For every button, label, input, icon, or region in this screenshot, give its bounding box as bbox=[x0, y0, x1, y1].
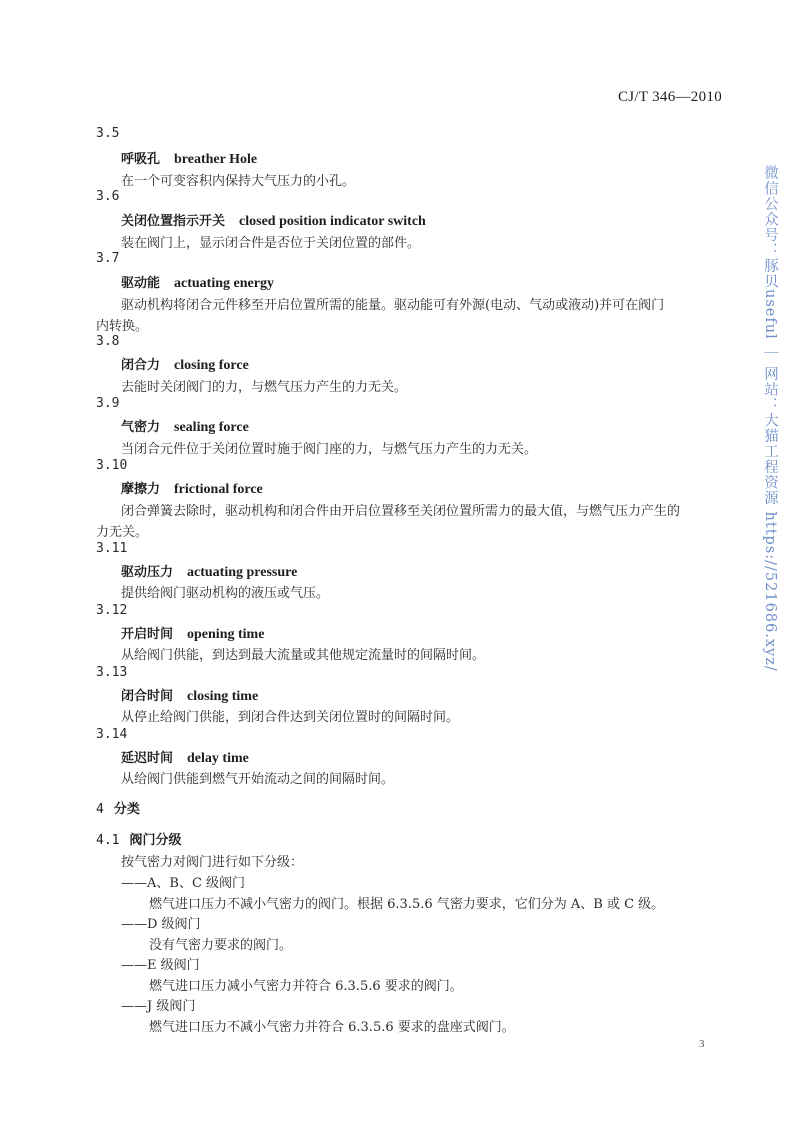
term-number: 3.12 bbox=[96, 603, 128, 618]
term-definition: 从给阀门供能到燃气开始流动之间的间隔时间。 bbox=[121, 772, 395, 787]
term-number: 3.6 bbox=[96, 189, 120, 204]
term-definition: 从给阀门供能，到达到最大流量或其他规定流量时的间隔时间。 bbox=[121, 648, 486, 663]
term-en: actuating energy bbox=[174, 276, 274, 291]
term-number: 3.13 bbox=[96, 665, 128, 680]
term-number: 3.9 bbox=[96, 396, 120, 411]
section-heading bbox=[96, 798, 140, 817]
term-definition: 提供给阀门驱动机构的液压或气压。 bbox=[121, 586, 330, 601]
term-en: closed position indicator switch bbox=[239, 214, 426, 229]
term-en: delay time bbox=[187, 751, 249, 766]
term-heading bbox=[121, 623, 264, 643]
term-en: opening time bbox=[187, 627, 265, 642]
term-zh: 驱动能 bbox=[121, 276, 161, 291]
term-definition-continued: 内转换。 bbox=[96, 319, 149, 334]
term-zh: 关闭位置指示开关 bbox=[121, 214, 226, 229]
subsection-title: 阀门分级 bbox=[129, 833, 182, 848]
term-zh: 呼吸孔 bbox=[121, 152, 161, 167]
term-en: closing force bbox=[174, 358, 249, 373]
term-definition: 驱动机构将闭合元件移至开启位置所需的能量。驱动能可有外源(电动、气动或液动)并可在阀门 bbox=[121, 298, 665, 313]
class-item-label: ——E 级阀门 bbox=[121, 958, 200, 973]
term-heading bbox=[121, 747, 249, 767]
term-heading bbox=[121, 210, 426, 230]
term-definition: 闭合弹簧去除时，驱动机构和闭合件由开启位置移至关闭位置所需力的最大值，与燃气压力产生的 bbox=[121, 504, 681, 519]
term-heading bbox=[121, 685, 258, 705]
class-item-description: 没有气密力要求的阀门。 bbox=[149, 938, 293, 953]
term-number: 3.14 bbox=[96, 727, 128, 742]
class-item-label: ——A、B、C 级阀门 bbox=[121, 876, 246, 891]
term-en: frictional force bbox=[174, 482, 263, 497]
term-number: 3.8 bbox=[96, 334, 120, 349]
term-zh: 摩擦力 bbox=[121, 482, 161, 497]
term-zh: 延迟时间 bbox=[121, 751, 174, 766]
term-definition: 从停止给阀门供能，到闭合件达到关闭位置时的间隔时间。 bbox=[121, 710, 460, 725]
term-zh: 驱动压力 bbox=[121, 565, 174, 580]
term-definition: 在一个可变容积内保持大气压力的小孔。 bbox=[121, 174, 356, 189]
term-heading bbox=[121, 272, 274, 292]
term-number: 3.10 bbox=[96, 458, 128, 473]
watermark-text: 微信公众号：豚贝useful ｜ 网站：大猫工程资源 https://521686.xyz/ bbox=[762, 165, 778, 672]
subsection-number: 4.1 bbox=[96, 833, 120, 848]
term-number: 3.11 bbox=[96, 541, 128, 556]
term-heading bbox=[121, 561, 297, 581]
term-heading bbox=[121, 148, 257, 168]
section-title: 分类 bbox=[113, 802, 140, 817]
term-definition: 装在阀门上，显示闭合件是否位于关闭位置的部件。 bbox=[121, 236, 421, 251]
term-zh: 闭合时间 bbox=[121, 689, 174, 704]
term-zh: 气密力 bbox=[121, 420, 161, 435]
class-item-label: ——D 级阀门 bbox=[121, 917, 201, 932]
subsection-heading bbox=[96, 829, 182, 848]
class-item-label: ——J 级阀门 bbox=[121, 999, 196, 1014]
class-item-description: 燃气进口压力减小气密力并符合 6.3.5.6 要求的阀门。 bbox=[149, 979, 463, 994]
class-item-description: 燃气进口压力不减小气密力的阀门。根据 6.3.5.6 气密力要求，它们分为 A、B 或 C 级。 bbox=[149, 897, 665, 912]
subsection-intro: 按气密力对阀门进行如下分级： bbox=[121, 855, 304, 870]
term-en: breather Hole bbox=[174, 152, 258, 167]
term-definition: 当闭合元件位于关闭位置时施于阀门座的力，与燃气压力产生的力无关。 bbox=[121, 442, 538, 457]
term-zh: 闭合力 bbox=[121, 358, 161, 373]
class-item-description: 燃气进口压力不减小气密力并符合 6.3.5.6 要求的盘座式阀门。 bbox=[149, 1020, 515, 1035]
section-number: 4 bbox=[96, 802, 104, 817]
term-definition-continued: 力无关。 bbox=[96, 525, 149, 540]
term-en: actuating pressure bbox=[187, 565, 298, 580]
page-number: 3 bbox=[699, 1038, 705, 1050]
term-en: closing time bbox=[187, 689, 259, 704]
term-number: 3.5 bbox=[96, 126, 120, 141]
term-heading bbox=[121, 478, 263, 498]
standard-code: CJ/T 346—2010 bbox=[617, 89, 722, 105]
term-definition: 去能时关闭阀门的力，与燃气压力产生的力无关。 bbox=[121, 380, 408, 395]
term-heading bbox=[121, 416, 249, 436]
term-heading bbox=[121, 354, 249, 374]
term-en: sealing force bbox=[174, 420, 249, 435]
term-number: 3.7 bbox=[96, 251, 120, 266]
term-zh: 开启时间 bbox=[121, 627, 174, 642]
